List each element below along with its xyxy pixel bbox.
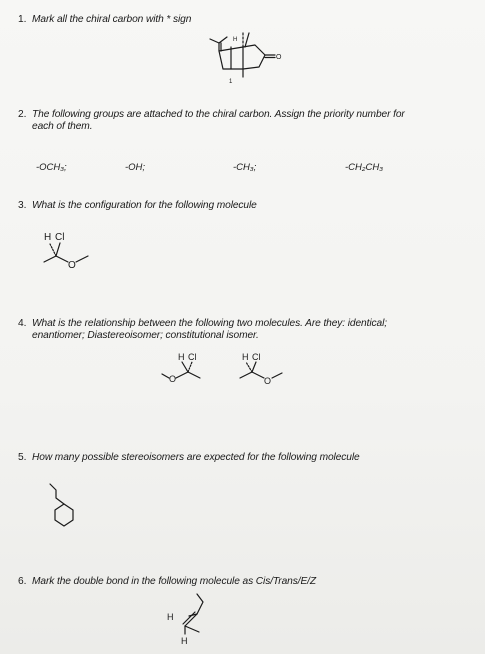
- question-2: [18, 109, 405, 133]
- q4b-cl-label: Cl: [252, 352, 261, 362]
- question-4: [18, 318, 387, 342]
- question-2-number: 2.: [18, 109, 27, 120]
- question-3-text: What is the configuration for the following molecule: [32, 200, 257, 211]
- question-5-number: 5.: [18, 452, 27, 463]
- question-2-line-1: The following groups are attached to the chiral carbon. Assign the priority number for: [32, 109, 405, 120]
- question-6-number: 6.: [18, 576, 27, 587]
- group-ch3: -CH₃;: [233, 162, 257, 173]
- group-oh: -OH;: [125, 162, 146, 173]
- question-5: [18, 452, 360, 464]
- chloro-ether-structure: [40, 228, 110, 273]
- q1-h-label: H: [233, 37, 238, 43]
- q6-h-label-1: H: [167, 612, 174, 622]
- question-2-line-2: each of them.: [32, 121, 93, 132]
- molecule-4a-structure: [158, 350, 223, 385]
- molecule-4b-structure: [232, 350, 297, 385]
- q4b-h-label: H: [242, 352, 249, 362]
- question-4-number: 4.: [18, 318, 27, 329]
- question-6: [18, 576, 316, 588]
- q3-o-label: O: [68, 260, 76, 271]
- question-1: [18, 14, 191, 26]
- group-och3: -OCH₃;: [36, 162, 67, 173]
- group-ch2ch3: -CH₂CH₃: [345, 162, 383, 173]
- q4a-h-label: H: [178, 352, 185, 362]
- question-3-number: 3.: [18, 200, 27, 211]
- q4a-cl-label: Cl: [188, 352, 197, 362]
- q4a-o-label: O: [169, 374, 177, 384]
- q1-o-label: O: [276, 54, 282, 61]
- question-6-text: Mark the double bond in the following molecule as Cis/Trans/E/Z: [32, 576, 316, 587]
- q4b-o-label: O: [264, 376, 272, 386]
- q3-cl-label: Cl: [55, 232, 65, 243]
- bicyclic-ketone-structure: [205, 25, 285, 85]
- q6-h-label-2: H: [181, 636, 188, 646]
- question-4-line-2: enantiomer; Diastereoisomer; constitutional isomer.: [32, 330, 259, 341]
- question-1-number: 1.: [18, 14, 27, 25]
- q1-one-label: 1: [229, 79, 233, 85]
- question-3: [18, 200, 257, 212]
- sec-butylcyclohexane-structure: [40, 480, 110, 540]
- q3-h-label: H: [44, 232, 52, 243]
- question-1-text: Mark all the chiral carbon with * sign: [32, 14, 192, 25]
- question-4-line-1: What is the relationship between the following two molecules. Are they: identical;: [32, 318, 387, 329]
- alkene-structure: [165, 590, 225, 650]
- question-5-text: How many possible stereoisomers are expected for the following molecule: [32, 452, 360, 463]
